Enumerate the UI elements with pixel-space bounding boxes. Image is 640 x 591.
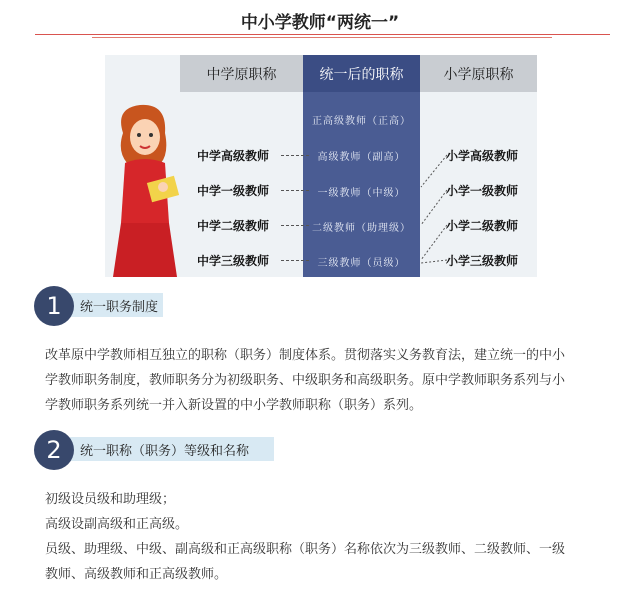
teacher-illustration bbox=[105, 103, 185, 277]
paragraph-line: 初级设员级和助理级； bbox=[45, 492, 176, 507]
connector-line bbox=[281, 260, 309, 261]
middle-school-title: 中学高级教师 bbox=[197, 149, 270, 163]
unified-title-column bbox=[303, 92, 420, 277]
page-title: 中小学教师“两统一” bbox=[240, 13, 400, 33]
header-primary-school-original: 小学原职称 bbox=[420, 55, 537, 92]
primary-school-title: 小学二级教师 bbox=[446, 219, 519, 233]
paragraph-line: 学教师职务系列统一并入新设置的中小学教师职称（职务）系列。 bbox=[45, 398, 423, 413]
header-unified-title: 统一后的职称 bbox=[303, 55, 420, 92]
middle-school-title: 中学一级教师 bbox=[197, 184, 270, 198]
middle-school-title: 中学三级教师 bbox=[197, 254, 270, 268]
section-2-body bbox=[45, 487, 600, 587]
connector-line bbox=[281, 225, 309, 226]
section-1-number-badge: 1 bbox=[34, 286, 74, 326]
unified-title: 正高级教师（正高） bbox=[312, 116, 411, 127]
paragraph-line: 员级、助理级、中级、副高级和正高级职称（职务）名称依次为三级教师、二级教师、一级 bbox=[45, 542, 566, 557]
section-1-heading: 统一职务制度 bbox=[62, 293, 163, 317]
title-rule bbox=[35, 34, 610, 35]
paragraph-line: 教师、高级教师和正高级教师。 bbox=[45, 567, 228, 582]
unified-title: 一级教师（中级） bbox=[317, 188, 406, 199]
paragraph-line: 改革原中学教师相互独立的职称（职务）制度体系。贯彻落实义务教育法，建立统一的中小 bbox=[45, 348, 566, 363]
middle-school-title: 中学二级教师 bbox=[197, 219, 270, 233]
connector-lines-right bbox=[417, 145, 451, 270]
title-mapping-figure bbox=[105, 55, 537, 277]
connector-line bbox=[281, 155, 309, 156]
connector-line bbox=[281, 190, 309, 191]
primary-school-title: 小学一级教师 bbox=[446, 184, 519, 198]
paragraph-line: 学教师职务制度，教师职务分为初级职务、中级职务和高级职务。原中学教师职务系列与小 bbox=[45, 373, 566, 388]
section-2-number-badge: 2 bbox=[34, 430, 74, 470]
unified-title: 三级教师（员级） bbox=[317, 258, 406, 269]
paragraph-line: 高级设副高级和正高级。 bbox=[45, 517, 189, 532]
primary-school-title: 小学三级教师 bbox=[446, 254, 519, 268]
section-1-body bbox=[45, 343, 600, 418]
unified-title: 二级教师（助理级） bbox=[312, 223, 411, 234]
unified-title: 高级教师（副高） bbox=[317, 152, 406, 163]
title-rule-secondary bbox=[92, 37, 552, 38]
header-middle-school-original: 中学原职称 bbox=[180, 55, 303, 92]
primary-school-title: 小学高级教师 bbox=[446, 149, 519, 163]
section-2-heading: 统一职称（职务）等级和名称 bbox=[62, 437, 274, 461]
